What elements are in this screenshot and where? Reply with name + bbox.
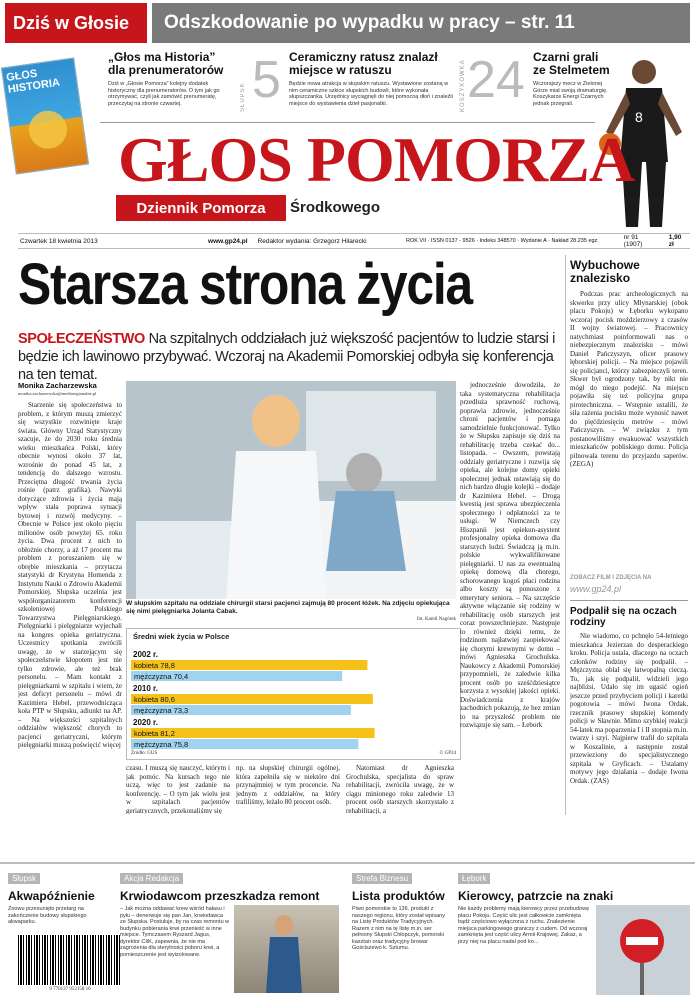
chart-title: Średni wiek życia w Polsce (133, 632, 230, 641)
historia-cover-title: GŁOS HISTORIA (5, 67, 61, 96)
no-entry-sign-photo[interactable] (596, 905, 690, 995)
article-column-2b (236, 764, 340, 814)
masthead-subtitle-box: Dziennik Pomorza (116, 195, 286, 221)
photo-credit: fot. Kamil Nagórek (416, 617, 456, 622)
sidebar-body2-text: Nie wiadomo, co pchnęło 54-letniego mieszkańca Jezierzan do desperackiego kroku. Policja ustala, dlaczego na oczach członków rodziny się podpalił. – Mężczyzna oblał się łatwopalną cieczą. To, jak się podpalił, widzieli jego najbliżsi. Udało się im ugasić ogień jeszcze przed przybyciem policji i karetki pogotowia – mówi Iwona Ordak, rzecznik prasowy słupskiej komendy policji w Sławnie. Mimo szybkiej reakcji 54-latek ma poparzenia I i II stopnia m.in. twarzy i szyi. Najpierw trafił do szpitala w Koszalinie, a następnie został przewieziony do specjalistycznego szpitala w Gryficach. – Ustalamy motywy jego działania – dodaje Iwona Ordak. (ZAS) (570, 632, 688, 785)
lead-paragraph (18, 330, 558, 384)
issue-date: Czwartek 18 kwietnia 2013 (20, 237, 98, 245)
lead-text: Na szpitalnych oddziałach już większość pacjentów to ludzie starsi i będzie ich lawinowo przybywać. Wczoraj na Akademii Pomorskiej odbyła się konferencja na ten temat. (18, 331, 555, 383)
bottom-tag-4: Łębork (458, 873, 490, 884)
article-col4-text: jednocześnie dowodziła, że taka systematyczna rehabilitacja przedłuża sprawność ruchową, poprawia zdrowie, jednocześnie chroni pacjentów i pomaga samodzielnie funkcjonować. Tylko że w Słupsku zapisuje się dziś na rehabilitację trzeba czekać do... listopada. – Owszem, powstają oddziały geriatryczne i rozwija się opieka, ale kolejne domy opieki społecznej jednak ustawiają się do nich bardzo długie kolejki – dodaje dr Kazimiera Hebel. – Drogą kwestią jest sprawa ubezpieczenia społecznego i odpłatności za te usługi. W Niemczech czy Hiszpanii jest opiekun-asystent profesjonalny opieka domowa dla starszych ludzi. Świadczą ją m.in. polskie wykwalifikowane pielęgniarki. U nas za ewentualną opiekę domową dla chorego, schorowanego kogoś płaci rodzina albo koszty są ponoszone z emerytury seniora. – Na szczęście aktywne włączanie się rodziny w rehabilitację osób starszych jest coraz powszechniejsze. Następuje to również dzięki temu, że rodzinom najłatwiej zaopiekować się chorymi krewnymi w domu – mówi Agnieszka Grochulska. Naukowcy z Akademii Pomorskiej przypomnieli, że zaledwie kilka procent osób po sześćdziesiątce korzysta z wysokiej jakości opieki. Doświadczenia z krajów zachodnich pokazują, że bez zmian to na przyszłość problem nie rozwiązuje się sam. – Łebork (460, 381, 560, 729)
bottom-strip-rule (0, 862, 695, 864)
teaser-ratusz-page: 5 (252, 51, 281, 109)
chart-plot (127, 644, 462, 754)
today-in-paper-banner: Dziś w Głosie (5, 3, 147, 43)
bottom-title-1: Akwapóźnienie (8, 889, 95, 903)
bottom-body-3: Piwo pomorskie to 136. produkt z naszego regionu, który został wpisany na Listę Produktów Tradycyjnych. Razem z nim na tę listę m.in. ser pełniony Słupski Chłopczyk, pomorski kasztan oraz tradycyjny browar Gościszewo k. Sztumu. (352, 906, 445, 951)
barcode (18, 935, 122, 985)
masthead-title[interactable]: GŁOS POMORZA (118, 124, 635, 195)
sidebar-body-text: Podczas prac archeologicznych na skwerku przy ulicy Młynarskiej (obok placu Pokoju) w Łęborku wykopano wczoraj pocisk moździerzowy z czasów II wojny światowej. – Pracownicy natychmiast poinformowali nas o niebezpiecznym znalezisku – mówi Daniel Pańczyszyn, oficer prasowy łęborskiej policji. – Na miejsce pojawili się policjanci, którzy zabezpieczyli teren. Skwer był ogrodzony tak, by nikt nie mógł do niego podejść. Na miejscu pojawiła się też policyjna grupa pirotechniczna. – Wstępnie ustalili, że siła rażenia pocisku może wynosić nawet do pięćdziesięciu metrów – mówi Pańczyszyn. – W związku z tym postanowiliśmy ewakuować wszystkich mieszkańców pobliskiego domu. Policja pilnowała terenu do przyjazdu saperów. (ZEGA) (570, 290, 688, 468)
teaser-czarni-body: Wczorajszy mecz w Zielonej Górze miał swoją dramaturgię. Koszykarze Energi Czarnych jednak przegrali. (533, 81, 608, 107)
historia-cover[interactable] (1, 57, 89, 174)
main-headline[interactable]: Starsza strona życia (18, 252, 472, 317)
teaser-ratusz-body: Będzie nowa atrakcja w słupskim ratuszu. Wystawione zostaną w nim ceramiczne szkice słupskich budowli, które wykonała słupszczanka. Urzędnicy wyciągnęli do niej pomocną dłoń i znaleźli miejsce do wystawienia dzieł pasjonatki. (289, 81, 453, 107)
chart-year-label: 2020 r. (133, 718, 158, 727)
article-col1b-text: czasu. I muszą się nauczyć, którym i jak pomóc. Na kursach tego nie uczą, więc to jest zadanie na konferencję. – O tym jak wielu jest w szpitalach pacjentów geriatrycznych, przekonaliśmy się (126, 764, 230, 814)
sidebar-more-label: ZOBACZ FILM I ZDJĘCIA NA (570, 575, 652, 581)
site-link[interactable]: www.gp24.pl (208, 237, 248, 245)
chart-source: Źródło: GUS (131, 751, 158, 756)
sidebar-body-2 (570, 632, 688, 814)
article-column-1 (18, 401, 122, 781)
teaser-ratusz-title[interactable]: Ceramiczny ratusz znalazł miejsce w ratuszu (289, 50, 438, 77)
editor: Redaktor wydania: Grzegorz Hilarecki (257, 237, 367, 245)
bottom-title-3: Lista produktów (352, 889, 445, 903)
sidebar-body (570, 290, 688, 568)
article-column-4 (460, 381, 560, 811)
teaser-czarni-page: 24 (467, 51, 525, 109)
issue-number: nr 91 (1907) (623, 234, 643, 248)
life-expectancy-chart (126, 628, 461, 760)
article-col1-text: Starzenie się społeczeństwa to problem, z którym muszą zmierzyć się wszystkie rozwinięte kraje świata. Główny Urząd Statystyczny szacuje, że do 2030 roku średnia wieku mieszkańca Polski, który obecnie wynosi około 37 lat, wzrośnie do ponad 45 lat, z tendencją do dalszego wzrostu. Przeciętna długość trwania życia rośnie (patrz grafika). Nawyki dotyczące zdrowia i życia mają wpływ stała poprawa sytuacji bytowej i rozwój medycyny. – Obecnie w Polsce jest około pięciu milionów osób powyżej 65. roku życia. Dwa procent z nich to obłożnie chorzy, a aż 17 procent ma problem z poruszaniem się w obrębie mieszkania – przytacza statystyki dr Krystyna Homenda z Instytutu Nauki o Zdrowiu Akademii Pomorskiej. Słupska uczelnia jest współorganizatorem konferencji szkoleniowej Polskiego Towarzystwa Pielęgniarskiego. Pielęgniarki i pielęgniarze wyjechali na kongres opieka geriatryczna. Uczestnicy spotkania zwrócili uwagę, że w starzejącym się społeczeństwie kłopotem jest nie tylko zdrowie, ale też brak personelu. – Mam kontakt z pielęgniarkami w szpitalu i wiem, że jest deficyt personelu – mówi dr Kazimiera Hebel, przewodnicząca koła PTP w Słupsku, adiunkt na AP. – Na większości szpitalnych oddziałów większość chorych to pacjenci geriatryczni, którym pielęgniarki muszą poświęcić więcej (18, 401, 122, 749)
sidebar-title-2[interactable]: Podpalił się na oczach rodziny (570, 606, 677, 628)
svg-text:8: 8 (635, 109, 643, 125)
chart-year-label: 2002 r. (133, 650, 158, 659)
remont-photo[interactable] (234, 905, 339, 993)
bottom-tag-3: Strefa Biznesu (352, 873, 412, 884)
chart-bar-label: kobieta 80,6 (134, 695, 175, 704)
teaser-czarni-section: KOSZYKÓWKA (460, 59, 466, 112)
nurse-patient-photo[interactable] (126, 381, 456, 599)
article-column-1b (126, 764, 230, 814)
bottom-body-2: – Jak można oddawać krew wśród hałasu i pyłu – denerwuje się pan Jan, krwiodawca ze Słupska. Postuluje, by na czas remontu w budynku pobierania krwi przenieść w inne miejsce. Tymczasem Ryszard Jagus, dyrektor CIiK, zapewnia, że nie ma zagrożenia dla sterylności poboru krwi, a pomieszczenie jest wyizolowane. (120, 906, 230, 958)
chart-bar-label: mężczyzna 73,3 (134, 706, 189, 715)
lead-kicker: SPOŁECZEŃSTWO (18, 331, 145, 347)
issue-info-bar (18, 233, 690, 249)
chart-bar-label: kobieta 78,8 (134, 661, 175, 670)
article-author-email[interactable]: monika.zacharzewska@mediaregionalne.pl (18, 391, 97, 396)
teaser-historia-body: Dziś w „Głosie Pomorza” kolejny dodatek historyczny dla prenumeratorów. O tym jak go otrzymywać, czyli jak zamówić prenumeratę, przeczytaj na stronie czwartej. (108, 81, 220, 107)
chart-bar-label: mężczyzna 70,4 (134, 672, 189, 681)
masthead-subtitle-rest: Środkowego (290, 199, 381, 216)
bottom-title-2: Krwiodawcom przeszkadza remont (120, 889, 320, 903)
barcode-number: 9 770137 952158 16 (18, 987, 122, 993)
chart-bar-label: kobieta 81,2 (134, 729, 175, 738)
issn: ROK VII · ISSN 0137 - 9526 · Indeks 348570 · Wydanie A · Nakład 28.235 egz. (405, 238, 599, 244)
bottom-title-4: Kierowcy, patrzcie na znaki (458, 889, 614, 903)
article-column-3b (346, 764, 454, 814)
article-col2b-text: np. na słupskiej chirurgii ogólnej, która zapełniła się w niektóre dni przynajmniej w tym procencie. Na jednym z oddziałów, na który trafiliśmy, leżało 80 procent osób. (236, 764, 340, 806)
bottom-body-4: Nie każdy problemy mają kierowcy przez przebudowę placu Pokoju. Część ulic jest całkowicie zamknięta bądź częściowo wyłączona z ruchu. Znalezienie miejsca parkingowego graniczy z cudem. Od wczoraj zamknięta jest część ulicy Armii Krajowej. Zakaz, a przy niej na placu nadal pod ko... (458, 906, 590, 945)
bottom-tag-2: Akcja Redakcja (120, 873, 183, 884)
bottom-item-1[interactable] (8, 868, 112, 926)
sidebar-title[interactable]: Wybuchowe znalezisko (570, 258, 640, 285)
teaser-divider (100, 122, 595, 123)
teaser-historia-title[interactable]: „Głos ma Historia” dla prenumeratorów (108, 50, 224, 77)
article-col3b-text: Natomiast dr Agnieszka Grochulska, specjalista do spraw rehabilitacji, zwróciła uwagę, że w ciągu minionego roku zaledwie 13 procent osób starszych skorzystało z rehabilitacji, a (346, 764, 454, 814)
bottom-item-3[interactable] (352, 868, 452, 952)
chart-year-label: 2010 r. (133, 684, 158, 693)
sidebar-more-link[interactable]: www.gp24.pl (570, 584, 622, 594)
headline-banner-link[interactable]: Odszkodowanie po wypadku w pracy – str. 11 (152, 3, 690, 43)
bottom-tag-1: Słupsk (8, 873, 40, 884)
sidebar-divider (565, 255, 566, 815)
photo-caption: W słupskim szpitalu na oddziale chirurgii starsi pacjenci zajmują 80 procent łóżek. Na zdjęciu opiekująca się nimi pielęgniarka Jolanta Cabak. (126, 600, 450, 615)
article-author: Monika Zacharzewska (18, 381, 97, 390)
price: 1,90 zł (668, 234, 682, 248)
sidebar-rule (570, 600, 688, 601)
bottom-body-1: Znowu przesunięto przetarg na zakończenie budowy słupskiego akwaparku. (8, 906, 87, 925)
teaser-ratusz-section: SŁUPSK (240, 82, 246, 112)
chart-credit: © GP24 (439, 751, 456, 756)
chart-bar-label: mężczyzna 75,8 (134, 740, 189, 749)
sun-graphic (26, 108, 69, 151)
teaser-czarni-title[interactable]: Czarni grali ze Stelmetem (533, 50, 610, 77)
